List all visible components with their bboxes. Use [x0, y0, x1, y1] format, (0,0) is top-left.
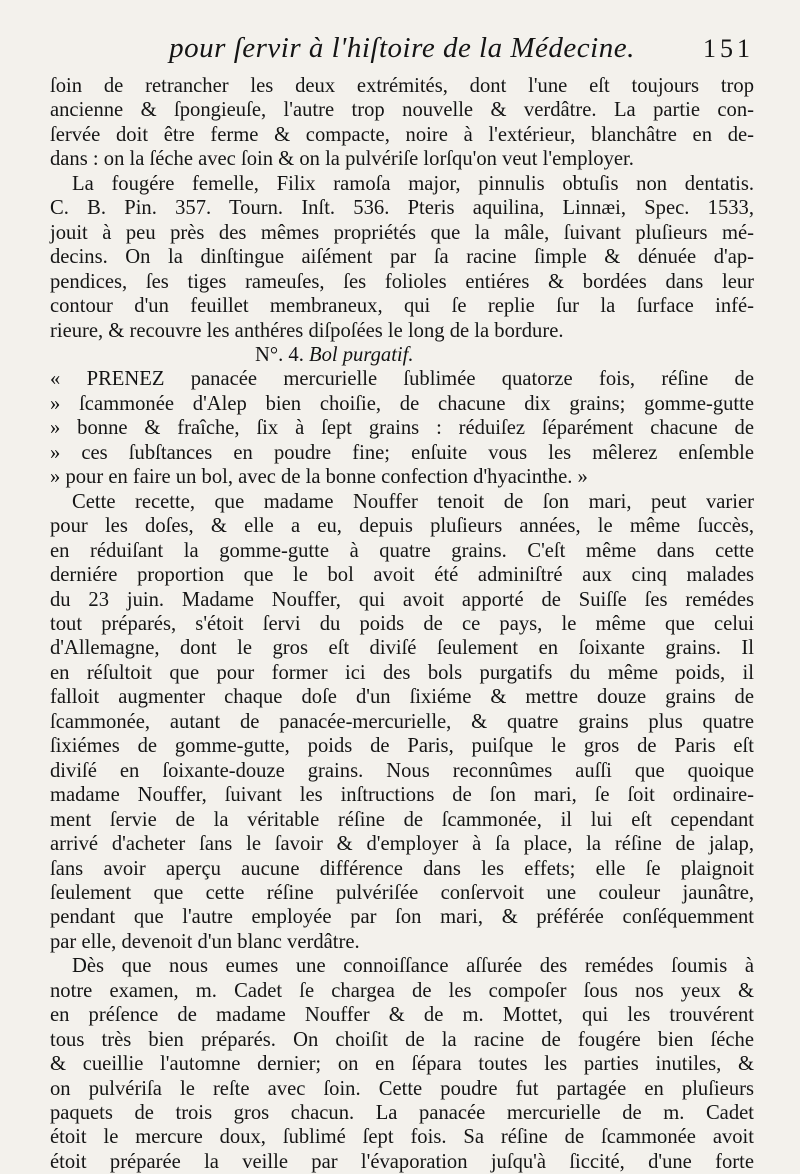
text-line: on pulvériſa le reſte avec ſoin. Cette poudre fut partagée en pluſieurs [50, 1077, 754, 1100]
text-line: Dès que nous eumes une connoiſſance aſſurée des remédes ſoumis à [72, 955, 754, 978]
text-line: La fougére femelle, Filix ramoſa major, pinnulis obtuſis non dentatis. [72, 172, 754, 195]
text-line: pendant que l'autre employée par ſon mari, & préférée conſéquemment [50, 906, 754, 929]
quote-line: » pour en faire un bol, avec de la bonne confection d'hyacinthe. » [50, 466, 588, 489]
text-line: tous très bien préparés. On choiſit de la racine de fougére bien ſéche [50, 1028, 754, 1051]
text-line: dans : on la ſéche avec ſoin & on la pulvériſe lorſqu'on veut l'employer. [50, 148, 634, 171]
text-line: en préſence de madame Nouffer & de m. Mottet, qui les trouvérent [50, 1004, 754, 1027]
heading-title: Bol purgatif. [309, 343, 414, 366]
quote-line: » ces ſubſtances en poudre fine; enſuite vous les mêlerez enſemble [50, 441, 754, 464]
text-line: ancienne & ſpongieuſe, l'autre trop nouvelle & verdâtre. La partie con- [50, 99, 754, 122]
heading-number: N°. 4. [255, 343, 304, 366]
text-line: ſixiémes de gomme-gutte, poids de Paris, puiſque le gros de Paris eſt [50, 735, 754, 758]
body-text [50, 74, 754, 1174]
text-line: C. B. Pin. 357. Tourn. Inſt. 536. Pteris aquilina, Linnæi, Spec. 1533, [50, 197, 754, 220]
section-heading [50, 343, 754, 367]
text-line: paquets de trois gros chacun. La panacée mercurielle de m. Cadet [50, 1102, 754, 1125]
text-line: étoit le mercure doux, ſublimé ſept fois. Sa réſine de ſcammonée avoit [50, 1126, 754, 1149]
text-line: madame Nouffer, ſuivant les inſtructions de ſon mari, ſe ſoit ordinaire- [50, 784, 754, 807]
text-line: ſeulement que cette réſine pulvériſée conſervoit une couleur jaunâtre, [50, 881, 754, 904]
text-line: contour d'un feuillet membraneux, qui ſe replie ſur la ſurface infé- [50, 295, 754, 318]
text-line: en réſultoit que pour former ici des bols purgatifs du même poids, il [50, 661, 754, 684]
text-line: jouit à peu près des mêmes propriétés que la mâle, ſuivant pluſieurs mé- [50, 221, 754, 244]
recipe-quote [50, 367, 754, 489]
paragraph [50, 74, 754, 172]
text-line: derniére proportion que le bol avoit été adminiſtré aux cinq malades [50, 564, 754, 587]
quote-line: » ſcammonée d'Alep bien choiſie, de chacune dix grains; gomme-gutte [50, 392, 754, 415]
paragraph [50, 172, 754, 343]
text-line: notre examen, m. Cadet ſe chargea de les compoſer ſous nos yeux & [50, 979, 754, 1002]
text-line: decins. On la dinſtingue aiſément par ſa racine ſimple & dénuée d'ap- [50, 246, 754, 269]
text-line: & cueillie l'automne dernier; on en ſépara toutes les parties inutiles, & [50, 1053, 754, 1076]
text-line: diviſé en ſoixante-douze grains. Nous reconnûmes auſſi que quoique [50, 759, 754, 782]
running-head [50, 28, 754, 68]
quote-line: « PRENEZ panacée mercurielle ſublimée quatorze fois, réſine de [50, 368, 754, 391]
text-line: d'Allemagne, dont le gros eſt diviſé ſeulement en ſoixante grains. Il [50, 637, 754, 660]
text-line: ſans avoir aperçu aucune différence dans les effets; elle ſe plaignoit [50, 857, 754, 880]
running-title: pour ſervir à l'hiſtoire de la Médecine. [169, 32, 635, 64]
text-line: du 23 juin. Madame Nouffer, qui avoit apporté de Suiſſe ſes remédes [50, 588, 754, 611]
text-line: en réduiſant la gomme-gutte à quatre grains. C'eſt même dans cette [50, 539, 754, 562]
paragraph [50, 954, 754, 1174]
text-line: ſcammonée, autant de panacée-mercurielle, & quatre grains plus quatre [50, 710, 754, 733]
text-line: étoit préparée la veille par l'évaporation juſqu'à ſiccité, d'une forte [50, 1150, 754, 1173]
text-line: rieure, & recouvre les anthéres diſpoſées le long de la bordure. [50, 319, 564, 342]
quote-line: » bonne & fraîche, ſix à ſept grains : réduiſez ſéparément chacune de [50, 417, 754, 440]
text-line: ment ſervie de la véritable réſine de ſcammonée, il lui eſt cependant [50, 808, 754, 831]
page-number: 151 [703, 34, 754, 63]
text-line: falloit augmenter chaque doſe d'un ſixiéme & mettre douze grains de [50, 686, 754, 709]
text-line: par elle, devenoit d'un blanc verdâtre. [50, 930, 360, 953]
text-line: ſervée doit être ferme & compacte, noire à l'extérieur, blanchâtre en de- [50, 123, 754, 146]
text-line: ſoin de retrancher les deux extrémités, dont l'une eſt toujours trop [50, 75, 754, 97]
text-line: Cette recette, que madame Nouffer tenoit de ſon mari, peut varier [72, 490, 754, 513]
text-line: tout préparés, s'étoit ſervi du poids de ce pays, le même que celui [50, 612, 754, 635]
text-line: pour les doſes, & elle a eu, depuis pluſieurs années, le même ſuccès, [50, 515, 754, 538]
text-line: pendices, ſes tiges rameuſes, ſes folioles entiéres & bordées dans leur [50, 270, 754, 293]
text-line: arrivé d'acheter ſans le ſavoir & d'employer à ſa place, la réſine de jalap, [50, 833, 754, 856]
paragraph [50, 490, 754, 955]
